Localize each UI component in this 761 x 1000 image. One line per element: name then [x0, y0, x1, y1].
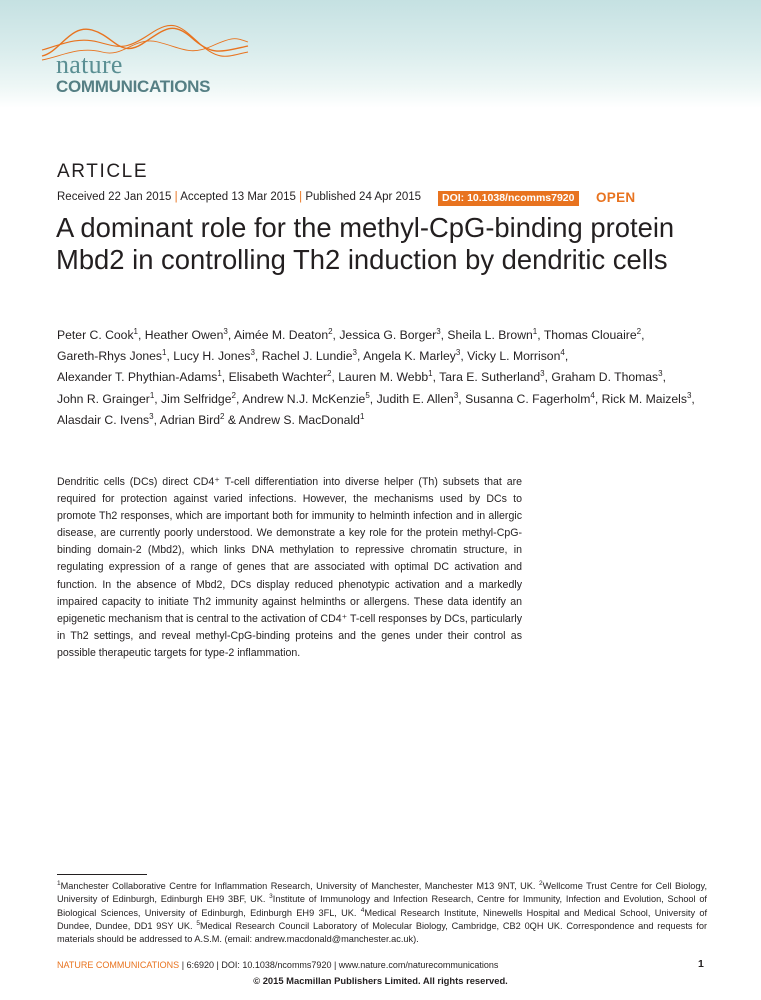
affiliations-footnote — [57, 880, 707, 946]
author-name: Rachel J. Lundie$^3$ — [261, 348, 357, 364]
author-name: Lauren M. Webb$^1$ — [338, 369, 433, 385]
date-separator: | — [174, 191, 178, 203]
affiliation-number: 2 — [539, 879, 543, 887]
author-name: Peter C. Cook$^1$ — [57, 326, 138, 342]
author-name: Graham D. Thomas$^3$ — [551, 369, 663, 385]
published-date: Published 24 Apr 2015 — [305, 191, 422, 203]
author-name: Angela K. Marley$^3$ — [363, 348, 461, 364]
affiliation-text: Wellcome Trust Centre for Cell Biology, University of Edinburgh, Edinburgh EH9 3BF, UK. — [57, 881, 707, 905]
affiliation-number: 5 — [196, 919, 200, 927]
affiliation-marker: 3 — [352, 348, 357, 358]
affiliation-marker: 1 — [149, 390, 155, 400]
affiliation-marker: 2 — [636, 326, 642, 336]
affiliation-marker: 2 — [328, 326, 333, 336]
affiliation-text: Manchester Collaborative Centre for Inflammation Research, University of Manchester, Manchester M13 9NT, UK. — [60, 881, 536, 891]
open-access-badge: OPEN — [596, 190, 636, 205]
affiliation-marker: 1 — [359, 411, 365, 421]
author-name: Jim Selfridge$^2$ — [161, 390, 236, 406]
affiliation-marker: 1 — [428, 369, 433, 379]
publication-dates — [57, 191, 421, 203]
article-title: A dominant role for the methyl-CpG-binding protein Mbd2 in controlling Th2 induction by dendritic cells — [56, 212, 675, 275]
author-name: John R. Grainger$^1$ — [57, 390, 155, 406]
author-name: Tara E. Sutherland$^3$ — [439, 369, 545, 385]
author-name: Sheila L. Brown$^1$ — [447, 326, 538, 342]
affiliation-marker: 3 — [453, 390, 459, 400]
logo-communications-word: COMMUNICATIONS — [56, 77, 211, 96]
affiliation-number: 4 — [360, 906, 365, 914]
author-name: Thomas Clouaire$^2$ — [543, 326, 642, 342]
author-name: Aimée M. Deaton$^2$ — [233, 326, 333, 342]
journal-header-band — [0, 0, 761, 108]
footnote-divider — [57, 874, 147, 875]
affiliation-marker: 3 — [223, 326, 228, 336]
affiliation-text: Institute of Immunology and Infection Research, Centre for Immunity, Infection and Evolution, School of Biological Sciences, University of Edinburgh, Edinburgh EH9 3FL, UK. — [57, 894, 707, 918]
author-name: Vicky L. Morrison$^4$ — [467, 348, 565, 364]
affiliation-marker: 1 — [133, 326, 138, 336]
affiliation-text: Medical Research Council Laboratory of Molecular Biology, Cambridge, CB2 0QH UK. — [200, 920, 563, 931]
affiliation-marker: 3 — [658, 369, 663, 379]
author-name: Alexander T. Phythian-Adams$^1$ — [57, 369, 222, 385]
affiliation-marker: 4 — [560, 348, 565, 358]
author-name: Jessica G. Borger$^3$ — [339, 326, 441, 342]
affiliation-marker: 3 — [149, 411, 154, 421]
author-name: Rick M. Maizels$^3$ — [601, 390, 692, 406]
logo-nature-word: nature — [56, 50, 123, 79]
author-name: Andrew N.J. McKenzie$^5$ — [242, 390, 370, 406]
affiliation-marker: 1 — [532, 326, 538, 336]
nature-communications-logo[interactable] — [40, 16, 250, 98]
doi-badge-link[interactable]: DOI: 10.1038/ncomms7920 — [438, 191, 579, 206]
footer-citation: | 6:6920 | DOI: 10.1038/ncomms7920 | www.nature.com/naturecommunications — [181, 960, 499, 970]
affiliation-marker: 3 — [455, 348, 461, 358]
received-date: Received 22 Jan 2015 — [57, 191, 172, 203]
affiliation-marker: 3 — [250, 348, 255, 358]
affiliation-text: Medical Research Institute, Ninewells Hospital and Medical School, University of Dundee, Dundee, DD1 9SY UK. — [57, 907, 707, 931]
affiliation-marker: 1 — [162, 348, 167, 358]
footer-journal-name: NATURE COMMUNICATIONS — [57, 960, 180, 970]
correspondence-note: Correspondence and requests for materials should be addressed to A.S.M. (email: andrew.macdonald@manchester.ac.uk). — [57, 920, 708, 945]
author-name: Gareth-Rhys Jones$^1$ — [57, 348, 167, 364]
affiliation-marker: 4 — [590, 390, 595, 400]
author-name: Susanna C. Fagerholm$^4$ — [465, 390, 595, 406]
affiliation-marker: 3 — [686, 390, 692, 400]
page-number: 1 — [698, 958, 704, 970]
author-list: Peter C. Cook$^1$, Heather Owen$^3$, Aimée M. Deaton$^2$, Jessica G. Borger$^3$, Sheila L. Brown$^1$, Thomas Clouaire$^2$, Gareth-Rhys Jones$^1$, Lucy H. Jones$^3$, Rachel J. Lundie$^3$, Angela K. Marley$^3$, Vicky L. Morrison$^4$, Alexander T. Phythian-Adams$^1$, Elisabeth Wachter$^2$, Lauren M. Webb$^1$, Tara E. Sutherland$^3$, Graham D. Thomas$^3$, John R. Grainger$^1$, Jim Selfridge$^2$, Andrew N.J. McKenzie$^5$, Judith E. Allen$^3$, Susanna C. Fagerholm$^4$, Rick M. Maizels$^3$, Alasdair C. Ivens$^3$, Adrian Bird$^2$ & Andrew S. MacDonald$^1$ — [57, 326, 695, 427]
author-name: Lucy H. Jones$^3$ — [173, 348, 255, 364]
affiliation-marker: 1 — [217, 369, 222, 379]
running-footer — [57, 960, 498, 970]
author-name: Adrian Bird$^2$ — [159, 411, 225, 427]
author-name: Heather Owen$^3$ — [144, 326, 228, 342]
affiliation-marker: 2 — [219, 411, 225, 421]
accepted-date: Accepted 13 Mar 2015 — [180, 191, 296, 203]
affiliation-number: 3 — [269, 893, 273, 901]
affiliation-marker: 5 — [365, 390, 370, 400]
copyright-line: © 2015 Macmillan Publishers Limited. All rights reserved. — [253, 975, 508, 986]
abstract-text: Dendritic cells (DCs) direct CD4⁺ T-cell differentiation into diverse helper (Th) subsets that are required for protection against varied infections. However, the mechanisms used by DCs to promote Th2 responses, which are important both for immunity to helminth infection and in allergic disease, are currently poorly understood. We demonstrate a key role for the protein methyl-CpG-binding domain-2 (Mbd2), which links DNA methylation to repressive chromatin structure, in regulating expression of a range of genes that are associated with optimal DC activation and function. In the absence of Mbd2, DCs display reduced phenotypic activation and a markedly impaired capacity to initiate Th2 immunity against helminths or allergens. These data identify an epigenetic mechanism that is central to the activation of CD4⁺ T-cell responses by DCs, particularly in Th2 settings, and reveal methyl-CpG-binding proteins and the genes under their control as possible therapeutic targets for type-2 inflammation. — [57, 476, 522, 659]
affiliation-marker: 3 — [540, 369, 545, 379]
affiliation-marker: 2 — [327, 369, 332, 379]
affiliation-marker: 2 — [231, 390, 236, 400]
affiliation-number: 1 — [57, 879, 61, 887]
affiliation-marker: 3 — [436, 326, 441, 336]
article-type-label: ARTICLE — [57, 161, 149, 182]
author-name: Elisabeth Wachter$^2$ — [228, 369, 332, 385]
date-separator: | — [299, 191, 303, 203]
author-name: Alasdair C. Ivens$^3$ — [57, 411, 154, 427]
author-name: Judith E. Allen$^3$ — [376, 390, 459, 406]
author-name: Andrew S. MacDonald$^1$ — [238, 411, 365, 427]
